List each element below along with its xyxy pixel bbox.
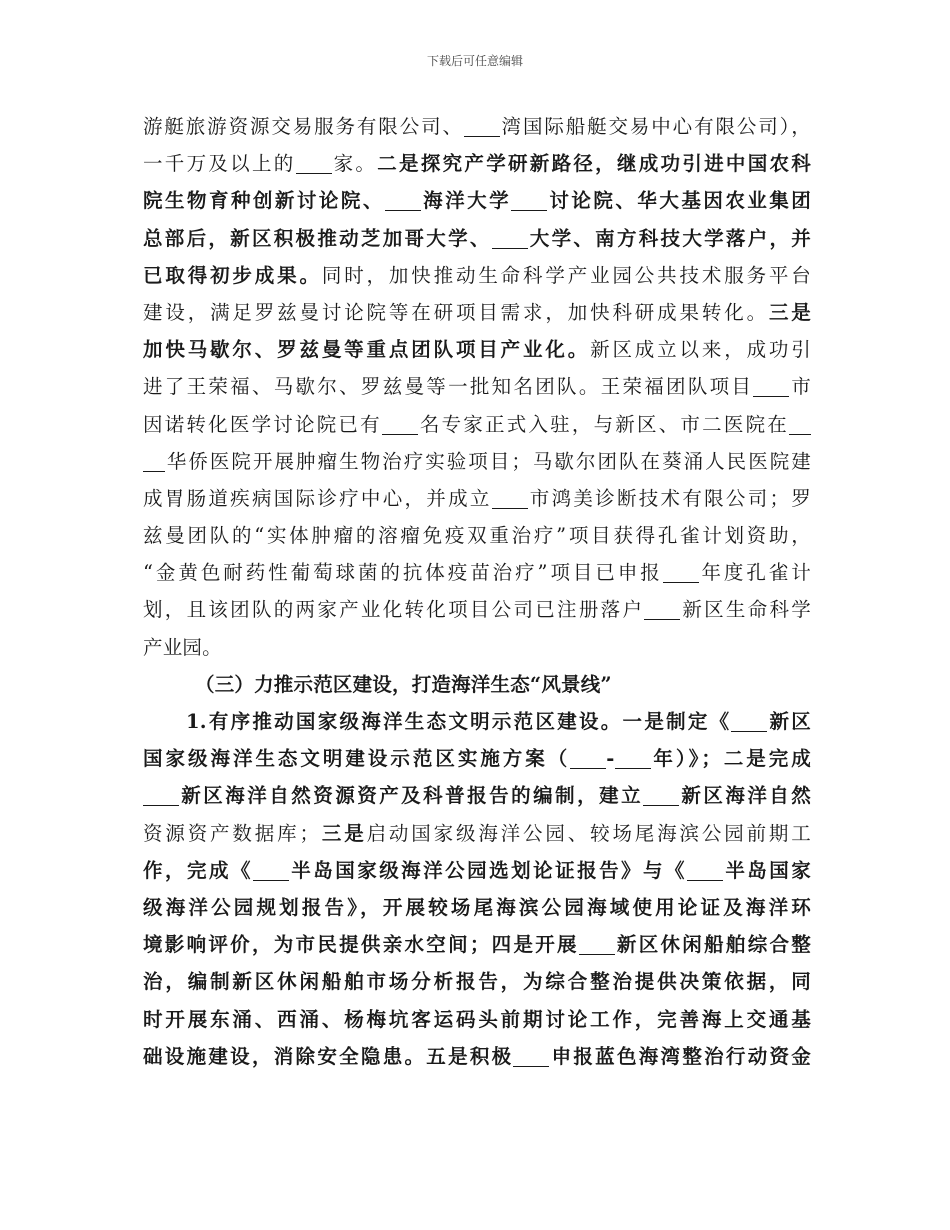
blank-underline: [789, 412, 811, 434]
text-line: 产业园。: [143, 635, 222, 659]
blank-underline: [511, 189, 547, 211]
blank-underline: [492, 226, 528, 248]
blank-underline: [731, 710, 767, 732]
blank-underline: [687, 858, 723, 880]
blank-underline: [643, 784, 679, 806]
document-body: [143, 108, 811, 1075]
text-line: 资源资产数据库；三是启动国家级海洋公园、较场尾海滨公园前期工: [143, 821, 811, 845]
blank-underline: [579, 933, 615, 955]
blank-underline: [753, 375, 789, 397]
text-line: 进了王荣福、马歇尔、罗兹曼等一批知名团队。王荣福团队项目 市: [143, 375, 811, 399]
page-header: 下载后可任意编辑: [426, 54, 523, 68]
blank-underline: [513, 1044, 549, 1066]
text-line: 作，完成《 半岛国家级海洋公园选划论证报告》与《 半岛国家: [143, 858, 811, 882]
text-line: 游艇旅游资源交易服务有限公司、 湾国际船艇交易中心有限公司），: [143, 115, 811, 138]
blank-underline: [570, 747, 606, 769]
blank-underline: [253, 858, 289, 880]
text-line: 1.有序推动国家级海洋生态文明示范区建设。一是制定《 新区: [186, 710, 812, 733]
text-line: 加快马歇尔、罗兹曼等重点团队项目产业化。新区成立以来，成功引: [143, 338, 811, 362]
text-line: 础设施建设，消除安全隐患。五是积极 申报蓝色海湾整治行动资金: [143, 1044, 811, 1068]
text-line: 总部后，新区积极推动芝加哥大学、 大学、南方科技大学落户，并: [143, 226, 811, 250]
blank-underline: [615, 747, 651, 769]
text-line: 国家级海洋生态文明建设示范区实施方案（ - 年）》；二是完成: [143, 747, 811, 771]
text-line: 新区海洋自然资源资产及科普报告的编制，建立 新区海洋自然: [143, 777, 811, 814]
blank-underline: [663, 561, 699, 583]
text-line: 建设，满足罗兹曼讨论院等在研项目需求，加快科研成果转化。三是: [143, 300, 811, 324]
text-line: 治，编制新区休闲船舶市场分析报告，为综合整治提供决策依据，同: [143, 970, 811, 994]
blank-underline: [464, 115, 500, 137]
blank-underline: [382, 412, 418, 434]
blank-underline: [143, 449, 165, 471]
text-line: 华侨医院开展肿瘤生物治疗实验项目；马歇尔团队在葵涌人民医院建: [143, 443, 811, 480]
text-line: 兹曼团队的“实体肿瘤的溶瘤免疫双重治疗”项目获得孔雀计划资助，: [143, 524, 811, 548]
text-line: 院生物育种创新讨论院、 海洋大学 讨论院、华大基因农业集团: [143, 189, 811, 213]
text-line: 划，且该团队的两家产业化转化项目公司已注册落户 新区生命科学: [143, 598, 811, 622]
text-line: 境影响评价，为市民提供亲水空间；四是开展 新区休闲船舶综合整: [143, 933, 811, 957]
text-line: 时开展东涌、西涌、杨梅坑客运码头前期讨论工作，完善海上交通基: [143, 1007, 811, 1031]
text-line: “金黄色耐药性葡萄球菌的抗体疫苗治疗”项目已申报 年度孔雀计: [143, 561, 811, 585]
text-line: 级海洋公园规划报告》，开展较场尾海滨公园海域使用论证及海洋环: [143, 895, 811, 919]
text-line: 已取得初步成果。同时，加快推动生命科学产业园公共技术服务平台: [143, 263, 811, 287]
text-line: 成胃肠道疾病国际诊疗中心，并成立 市鸿美诊断技术有限公司；罗: [143, 486, 811, 510]
section-heading: （三）力推示范区建设，打造海洋生态“风景线”: [195, 672, 612, 696]
blank-underline: [492, 486, 528, 508]
text-line: 因诺转化医学讨论院已有 名专家正式入驻，与新区、市二医院在: [143, 406, 811, 443]
blank-underline: [644, 598, 680, 620]
blank-underline: [296, 152, 332, 174]
text-line: 一千万及以上的 家。二是探究产学研新路径，继成功引进中国农科: [143, 152, 811, 176]
blank-underline: [385, 189, 421, 211]
blank-underline: [143, 784, 179, 806]
